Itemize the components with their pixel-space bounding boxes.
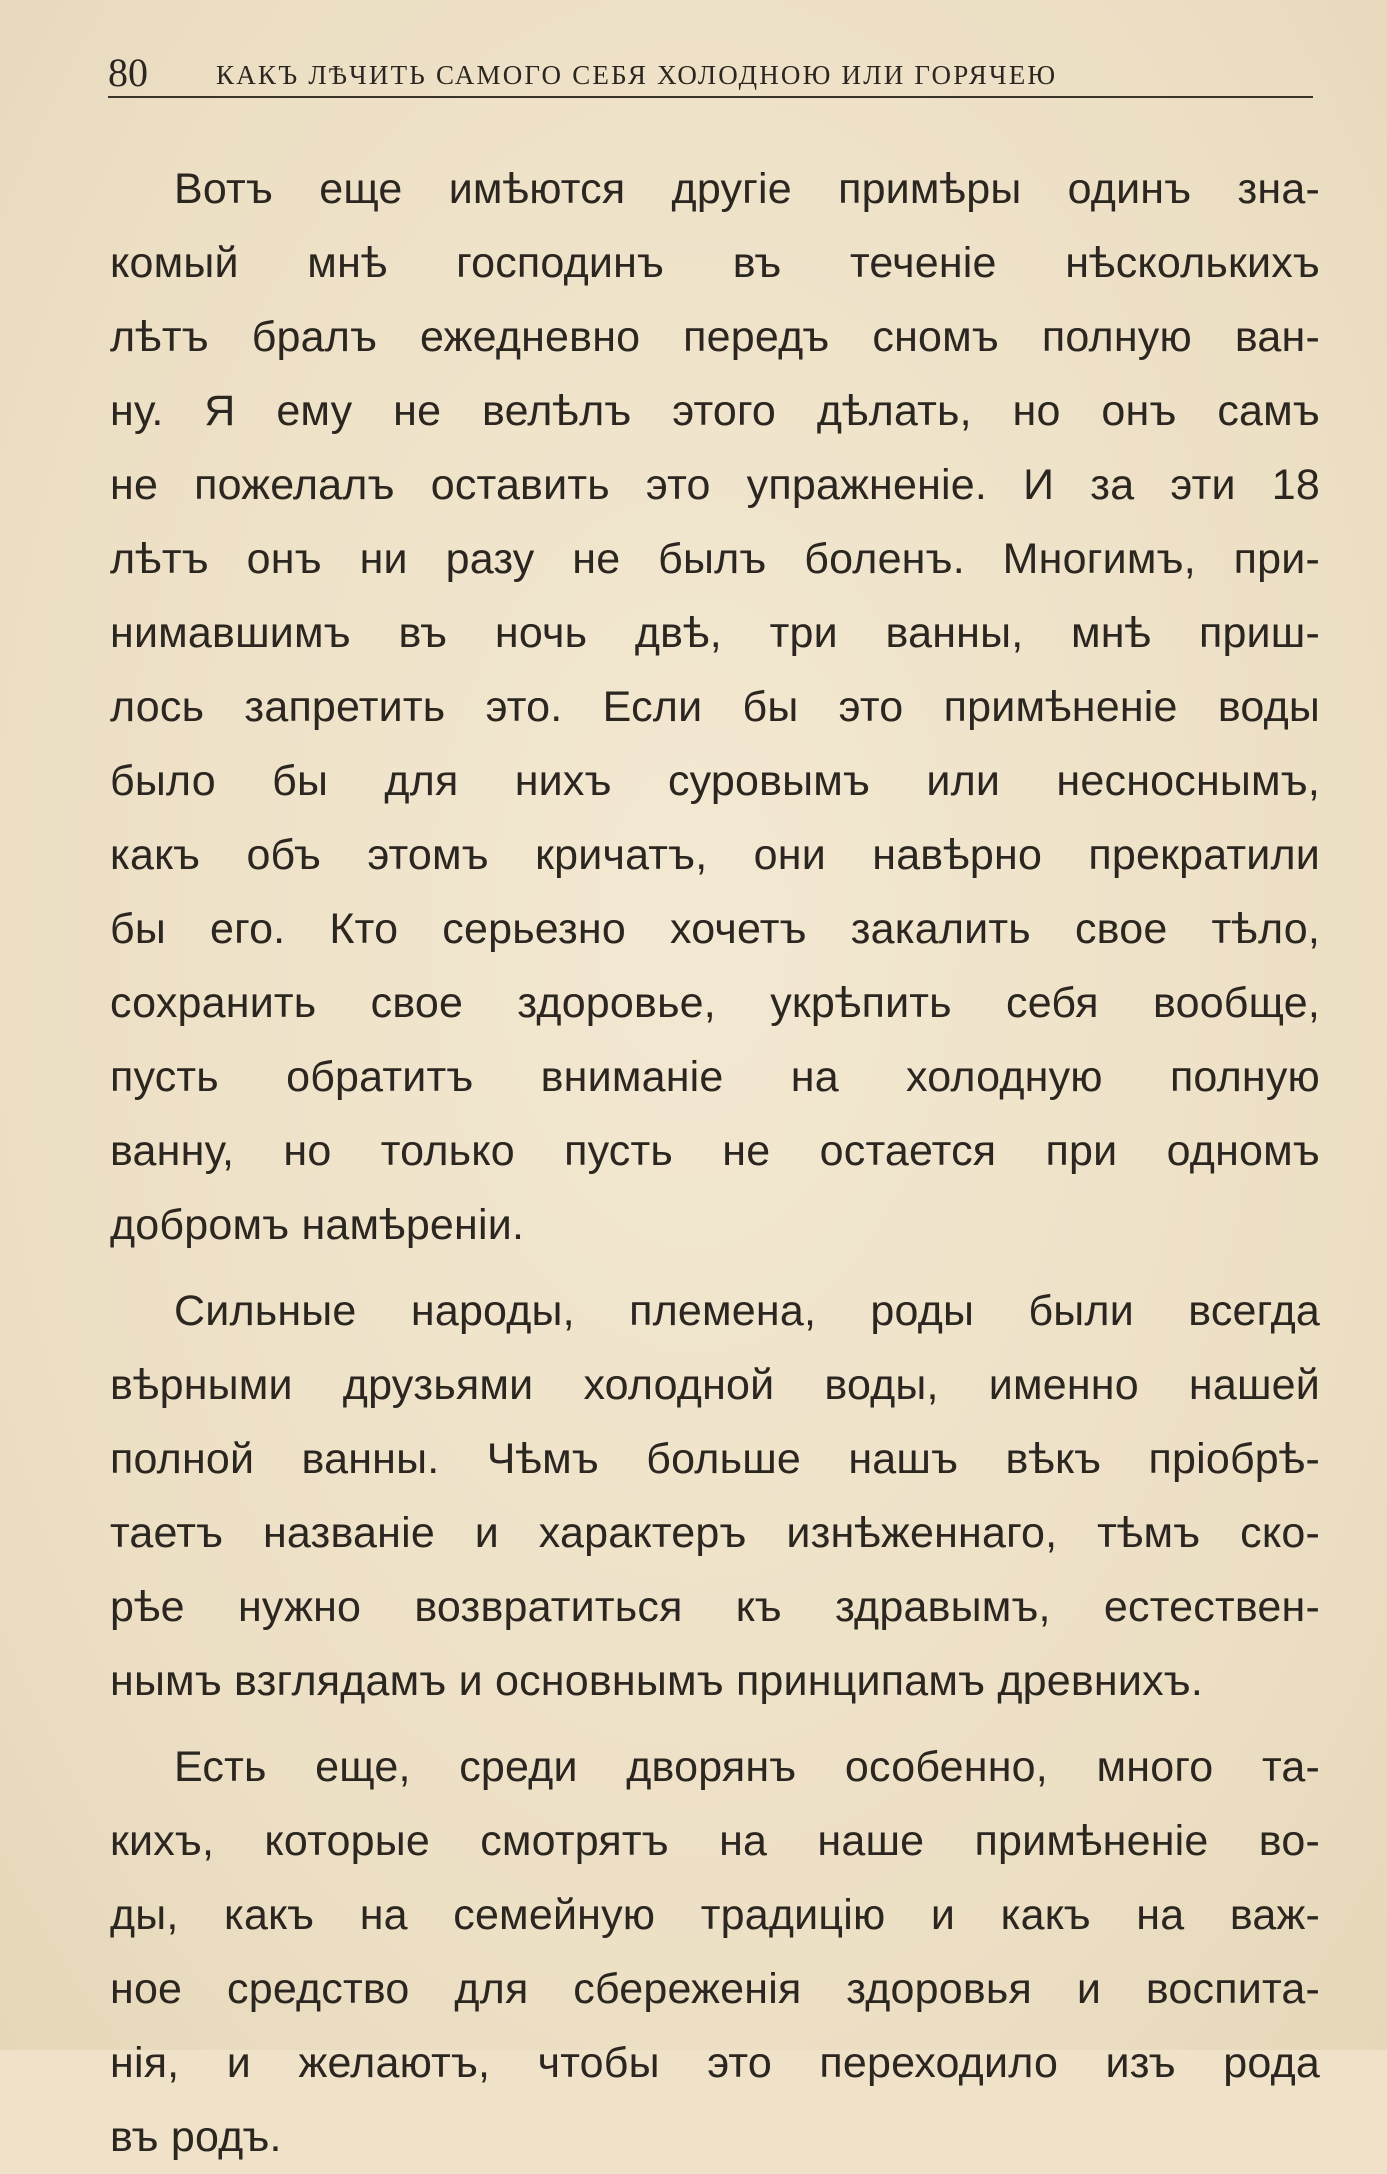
- text-line: бы его. Кто серьезно хочетъ закалить свое тѣло,: [110, 905, 1320, 953]
- text-line: лось запретить это. Если бы это примѣненіе воды: [110, 683, 1320, 731]
- text-line: Сильные народы, племена, роды были всегда: [174, 1287, 1320, 1335]
- text-line: таетъ названіе и характеръ изнѣженнаго, тѣмъ ско-: [110, 1509, 1320, 1557]
- text-line: не пожелалъ оставить это упражненіе. И за эти 18: [110, 461, 1320, 509]
- text-line: нымъ взглядамъ и основнымъ принципамъ древнихъ.: [110, 1657, 1203, 1705]
- text-line: Есть еще, среди дворянъ особенно, много та-: [174, 1743, 1320, 1791]
- text-line: сохранить свое здоровье, укрѣпить себя вообще,: [110, 979, 1320, 1027]
- running-title: КАКЪ ЛѢЧИТЬ САМОГО СЕБЯ ХОЛОДНОЮ ИЛИ ГОРЯЧЕЮ: [216, 60, 1058, 90]
- text-line: ванну, но только пусть не остается при одномъ: [110, 1127, 1320, 1175]
- text-line: нія, и желаютъ, чтобы это переходило изъ рода: [110, 2039, 1320, 2087]
- text-line: было бы для нихъ суровымъ или несноснымъ,: [110, 757, 1320, 805]
- text-line: кихъ, которые смотрятъ на наше примѣненіе во-: [110, 1817, 1320, 1865]
- text-line: полной ванны. Чѣмъ больше нашъ вѣкъ пріобрѣ-: [110, 1435, 1320, 1483]
- text-line: нимавшимъ въ ночь двѣ, три ванны, мнѣ приш-: [110, 609, 1320, 657]
- text-line: ну. Я ему не велѣлъ этого дѣлать, но онъ самъ: [110, 387, 1320, 435]
- paragraph-gap: [110, 1262, 1320, 1274]
- text-line: лѣтъ онъ ни разу не былъ боленъ. Многимъ, при-: [110, 535, 1320, 583]
- text-line: Вотъ еще имѣются другіе примѣры одинъ зна-: [174, 165, 1320, 213]
- text-line: какъ объ этомъ кричатъ, они навѣрно прекратили: [110, 831, 1320, 879]
- paragraph-gap: [110, 1718, 1320, 1730]
- text-line: комый мнѣ господинъ въ теченіе нѣсколькихъ: [110, 239, 1320, 287]
- text-line: лѣтъ бралъ ежедневно передъ сномъ полную ван-: [110, 313, 1320, 361]
- text-line: добромъ намѣреніи.: [110, 1201, 525, 1249]
- text-line: рѣе нужно возвратиться къ здравымъ, естествен-: [110, 1583, 1320, 1631]
- page-number: 80: [108, 50, 148, 95]
- text-line: вѣрными друзьями холодной воды, именно нашей: [110, 1361, 1320, 1409]
- text-line: ды, какъ на семейную традицію и какъ на важ-: [110, 1891, 1320, 1939]
- page-header: [108, 50, 1313, 98]
- text-line: ное средство для сбереженія здоровья и воспита-: [110, 1965, 1320, 2013]
- text-line: пусть обратитъ вниманіе на холодную полную: [110, 1053, 1320, 1101]
- body-text: [110, 152, 1320, 2174]
- text-line: въ родъ.: [110, 2113, 282, 2161]
